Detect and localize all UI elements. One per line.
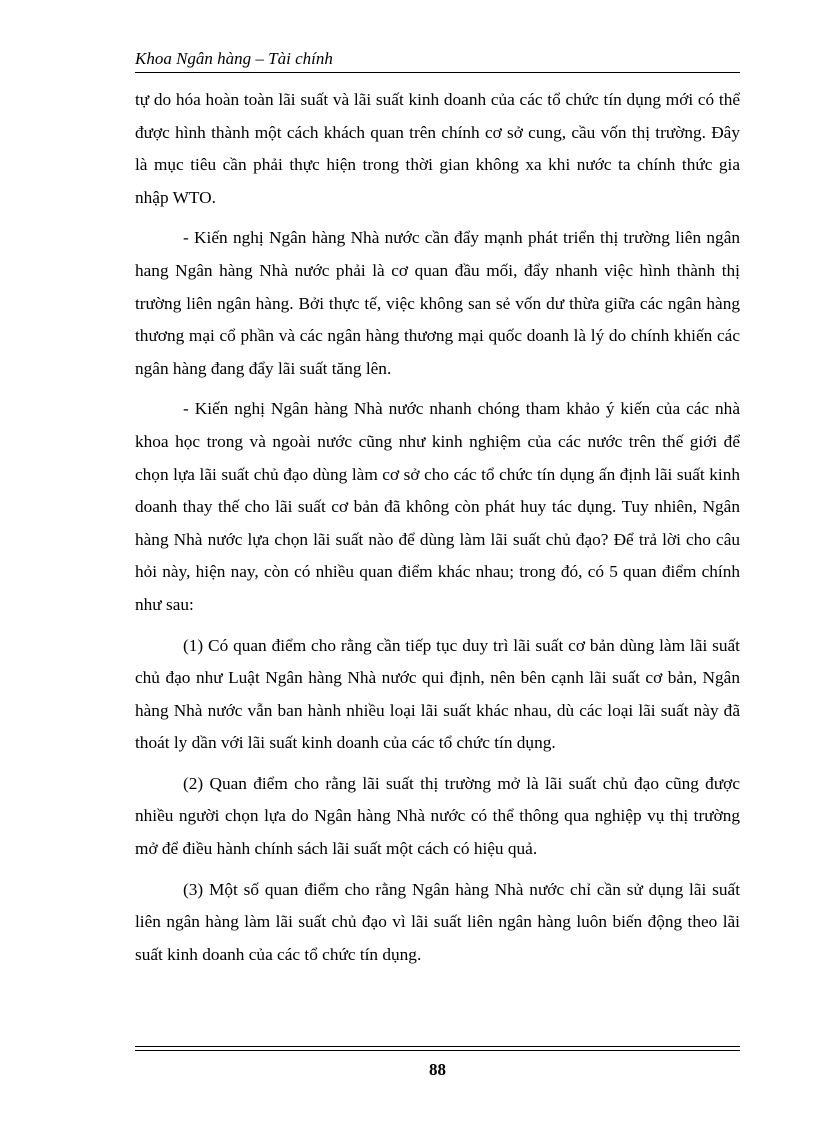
paragraph-continuation: tự do hóa hoàn toàn lãi suất và lãi suất kinh doanh của các tổ chức tín dụng mới có thể được hình thành một cách khách quan trên chính cơ sở cung, cầu vốn thị trường. Đây là mục tiêu cần phải thực hiện trong thời gian không xa khi nước ta chính thức gia nhập WTO. bbox=[135, 90, 740, 207]
paragraph-recommendation-interbank-market: - Kiến nghị Ngân hàng Nhà nước cần đẩy mạnh phát triển thị trường liên ngân hang Ngân hàng Nhà nước phải là cơ quan đầu mối, đẩy nhanh việc hình thành thị trường liên ngân hàng. Bởi thực tế, việc không san sẻ vốn dư thừa giữa các ngân hàng thương mại cổ phần và các ngân hàng thương mại quốc doanh là lý do chính khiến các ngân hàng đang đẩy lãi suất tăng lên. bbox=[135, 228, 740, 378]
paragraph-view-3: (3) Một số quan điểm cho rằng Ngân hàng Nhà nước chỉ cần sử dụng lãi suất liên ngân hàng làm lãi suất chủ đạo vì lãi suất liên ngân hàng luôn biến động theo lãi suất kinh doanh của các tổ chức tín dụng. bbox=[135, 879, 740, 964]
page-header-title: Khoa Ngân hàng – Tài chính bbox=[135, 49, 333, 68]
footer-divider-thick bbox=[135, 1050, 740, 1051]
paragraph-recommendation-key-rate: - Kiến nghị Ngân hàng Nhà nước nhanh chóng tham khảo ý kiến của các nhà khoa học trong và ngoài nước cũng như kinh nghiệm của các nước trên thế giới để chọn lựa lãi suất chủ đạo dùng làm cơ sở cho các tổ chức tín dụng ấn định lãi suất kinh doanh thay thế cho lãi suất cơ bản đã không còn phát huy tác dụng. Tuy nhiên, Ngân hàng Nhà nước lựa chọn lãi suất nào để dùng làm lãi suất chủ đạo? Để trả lời cho câu hỏi này, hiện nay, còn có nhiều quan điểm khác nhau; trong đó, có 5 quan điểm chính như sau: bbox=[135, 399, 740, 614]
paragraph-view-2: (2) Quan điểm cho rằng lãi suất thị trường mở là lãi suất chủ đạo cũng được nhiều người chọn lựa do Ngân hàng Nhà nước có thể thông qua nghiệp vụ thị trường mở để điều hành chính sách lãi suất một cách có hiệu quả. bbox=[135, 773, 740, 859]
page-number: 88 bbox=[429, 1060, 446, 1079]
footer-divider-thin bbox=[135, 1046, 740, 1047]
header-divider bbox=[135, 72, 740, 73]
document-body bbox=[135, 84, 740, 979]
paragraph-view-1: (1) Có quan điểm cho rằng cần tiếp tục duy trì lãi suất cơ bản dùng làm lãi suất chủ đạo như Luật Ngân hàng Nhà nước qui định, nên bên cạnh lãi suất cơ bản, Ngân hàng Nhà nước vẫn ban hành nhiều loại lãi suất khác nhau, dù các loại lãi suất này đã thoát ly dần với lãi suất kinh doanh của các tổ chức tín dụng. bbox=[135, 635, 740, 753]
